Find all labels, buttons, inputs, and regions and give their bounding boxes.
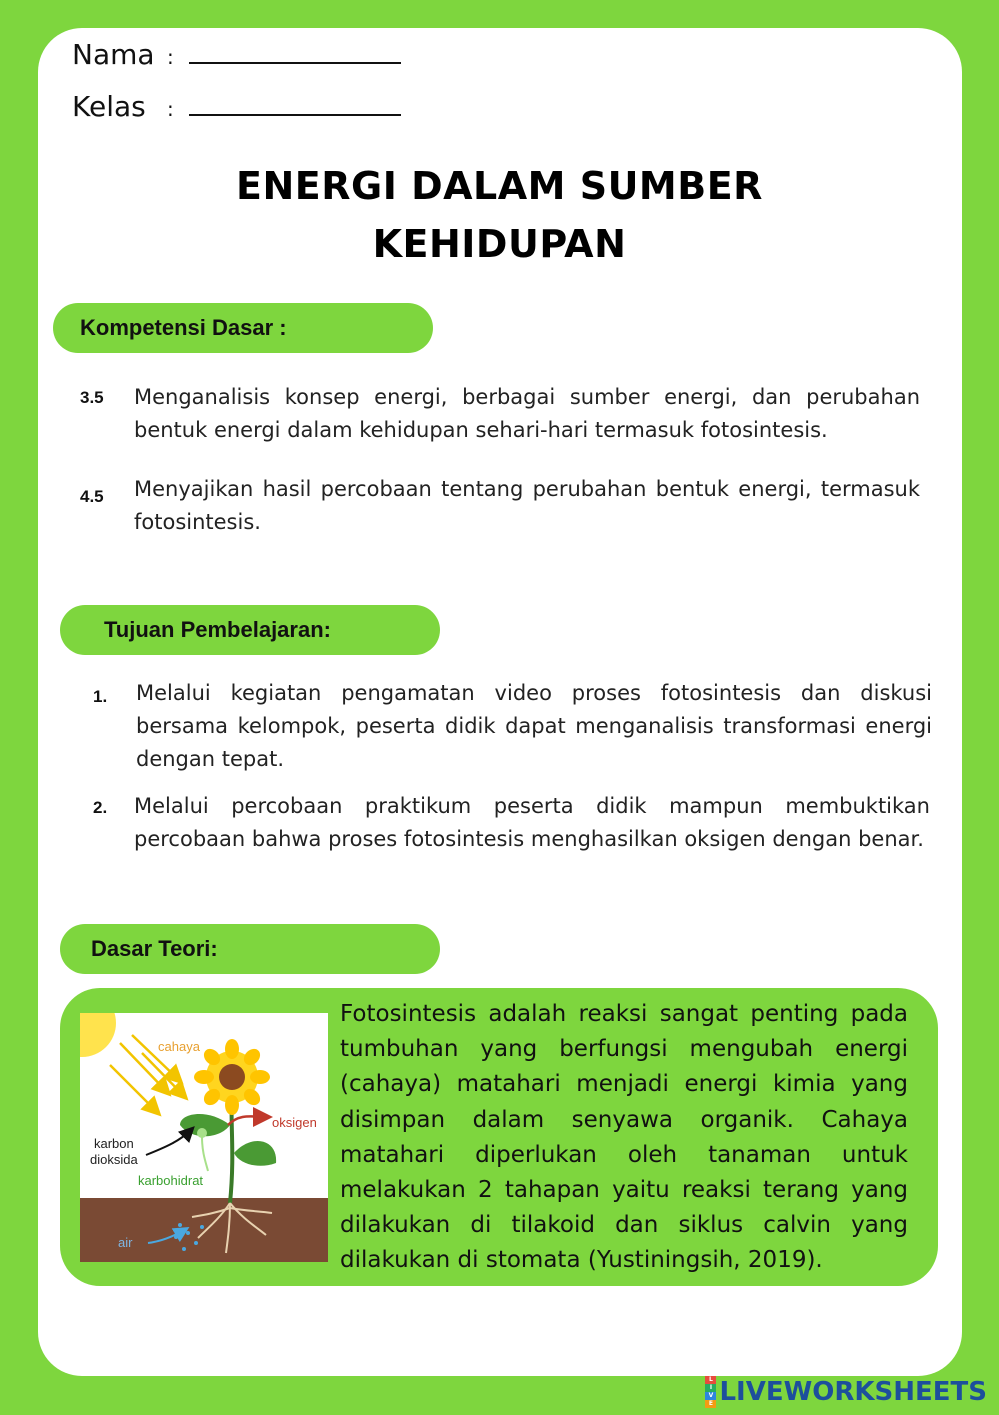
competency-heading: Kompetensi Dasar : (53, 303, 433, 353)
oxygen-label: oksigen (272, 1115, 317, 1130)
light-label: cahaya (158, 1039, 200, 1054)
soil-shape (80, 1198, 328, 1262)
objective-number: 2. (93, 798, 108, 817)
co2-label-line-1: karbon (94, 1136, 134, 1151)
objective-text: Melalui kegiatan pengamatan video proses fotosintesis dan diskusi bersama kelompok, peserta didik dapat menganalisis transformasi energi dengan tepat. (136, 681, 932, 771)
competency-text: Menganalisis konsep energi, berbagai sumber energi, dan perubahan bentuk energi dalam kehidupan sehari-hari termasuk fotosintesis. (134, 385, 920, 442)
name-input-line[interactable] (189, 38, 401, 64)
competency-number: 4.5 (80, 487, 104, 506)
competency-text: Menyajikan hasil percobaan tentang perubahan bentuk energi, termasuk fotosintesis. (134, 477, 920, 534)
class-colon: : (167, 97, 174, 121)
name-field[interactable] (72, 38, 401, 71)
class-label: Kelas (72, 90, 146, 123)
theory-text: Fotosintesis adalah reaksi sangat penting pada tumbuhan yang berfungsi mengubah energi (cahaya) matahari menjadi energi kimia yang disimpan dalam senyawa organik. Cahaya matahari diperlukan oleh tanaman untuk melakukan 2 tahapan yaitu reaksi terang yang dilakukan di tilakoid dan siklus calvin yang dilakukan di stomata (Yustiningsih, 2019). (340, 1001, 908, 1274)
liveworksheets-logo[interactable] (705, 1377, 987, 1407)
objectives-heading: Tujuan Pembelajaran: (60, 605, 440, 655)
brand-name: LIVEWORKSHEETS (719, 1377, 987, 1407)
photosynthesis-diagram (80, 1013, 328, 1262)
co2-label-line-2: dioksida (90, 1152, 138, 1167)
class-input-line[interactable] (189, 90, 401, 116)
page-title-line-2: KEHIDUPAN (372, 222, 627, 266)
sunflower-icon (194, 1039, 270, 1115)
objective-text: Melalui percobaan praktikum peserta didik mampun membuktikan percobaan bahwa proses fotosintesis menghasilkan oksigen dengan benar. (134, 794, 930, 851)
competency-number: 3.5 (80, 388, 104, 407)
sun-icon (80, 1013, 116, 1057)
name-colon: : (167, 45, 174, 69)
water-label: air (118, 1235, 133, 1250)
carbs-label: karbohidrat (138, 1173, 204, 1188)
theory-heading: Dasar Teori: (60, 924, 440, 974)
class-field[interactable] (72, 90, 401, 123)
logo-badge-icon: L I V E (705, 1376, 716, 1408)
name-label: Nama (72, 38, 155, 71)
objective-number: 1. (93, 687, 108, 706)
page-title-line-1: ENERGI DALAM SUMBER (236, 164, 763, 208)
